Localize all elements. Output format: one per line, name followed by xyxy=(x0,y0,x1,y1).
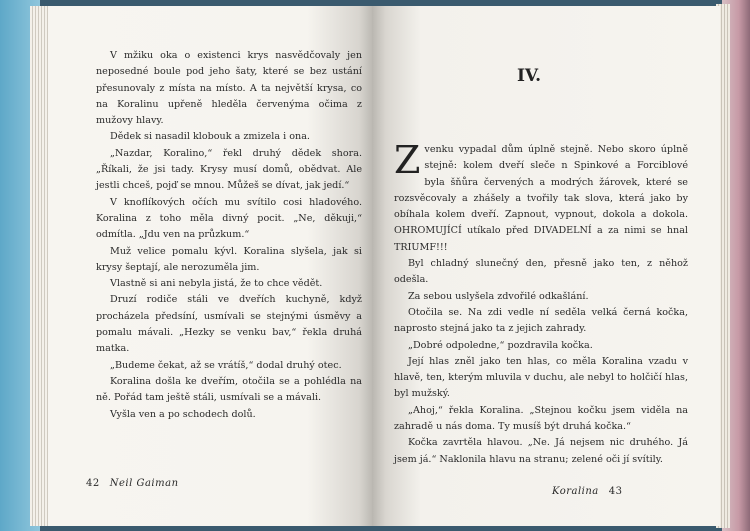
right-page-footer xyxy=(542,486,623,497)
page-number: 42 xyxy=(86,478,100,489)
paragraph: Druzí rodiče stáli ve dveřích kuchyně, když procházela předsíní, usmívali se stejnými úsměvy a pomalu mávali. „Hezky se venku bav,“ řekla druhá matka. xyxy=(96,294,362,355)
right-page xyxy=(372,6,720,526)
paragraph: „Dobré odpoledne,“ pozdravila kočka. xyxy=(408,339,593,351)
paragraph: Muž velice pomalu kývl. Koralina slyšela, jak si krysy šeptají, ale nerozuměla jim. xyxy=(96,245,362,273)
paragraph: Kočka zavrtěla hlavou. „Ne. Já nejsem nic druhého. Já jsem já.“ Naklonila hlavu na stranu; zelené oči jí svítily. xyxy=(394,437,688,465)
left-page xyxy=(48,6,372,526)
right-page-text xyxy=(394,138,688,468)
paragraph: V knoflíkových očích mu svítilo cosi hladového. Koralina z toho měla divný pocit. „Ne, děkuji,“ odmítla. „Jdu ven na průzkum.“ xyxy=(96,196,362,241)
paragraph: Byl chladný slunečný den, přesně jako ten, z něhož odešla. xyxy=(394,258,688,286)
paragraph: Otočila se. Na zdi vedle ní seděla velká černá kočka, naprosto stejná jako ta z jejich zahrady. xyxy=(394,306,688,335)
paragraph: Vyšla ven a po schodech dolů. xyxy=(110,408,256,420)
paragraph: Vlastně si ani nebyla jistá, že to chce vědět. xyxy=(110,278,323,290)
paragraph: Koralina došla ke dveřím, otočila se a pohlédla na ně. Pořád tam ještě stáli, usmívali se a mávali. xyxy=(96,375,362,404)
paragraph: „Ahoj,“ řekla Koralina. „Stejnou kočku jsem viděla na zahradě u nás doma. Ty musíš být druhá kočka.“ xyxy=(394,404,688,433)
first-paragraph xyxy=(394,138,688,256)
left-page-text xyxy=(96,48,362,423)
drop-cap: Z xyxy=(394,138,421,182)
first-paragraph-text: venku vypadal dům úplně stejně. Nebo skoro úplně stejně: kolem dveří sleče n Spinkové a Forciblové byla šňůra červených a modrých žárovek, které se rozsvěcovaly a zhášely a tvořily tak slova, která jako by obíhala kolem dveří. Zapnout, vypnout, dokola a dokola. OHROMUJÍCÍ utíkalo před DIVADELNÍ a za nimi se hnal TRIUMF!!! xyxy=(394,144,688,253)
paragraph: Za sebou uslyšela zdvořilé odkašlání. xyxy=(408,290,589,302)
paragraph: „Nazdar, Koralino,“ řekl druhý dědek shora. „Říkali, že jsi tady. Krysy musí domů, obědvat. Ale jestli chceš, pojď se mnou. Můžeš se dívat, jak jedí.“ xyxy=(96,147,362,192)
running-head-author: Neil Gaiman xyxy=(109,478,179,489)
left-page-footer xyxy=(86,478,179,489)
paragraph: „Budeme čekat, až se vrátíš,“ dodal druhý otec. xyxy=(110,359,342,371)
paragraph: Dědek si nasadil klobouk a zmizela i ona. xyxy=(110,131,310,143)
chapter-heading: IV. xyxy=(516,66,542,86)
page-number: 43 xyxy=(608,486,623,497)
running-head-title: Koralina xyxy=(552,486,599,497)
paragraph: V mžiku oka o existenci krys nasvědčovaly jen neposedné boule pod jeho šaty, které se bez ustání přesunovaly z místa na místo. A ta největší krysa, co na Koralinu upřeně hleděla červenýma očima z mužovy hlavy. xyxy=(96,50,362,127)
paragraph: Její hlas zněl jako ten hlas, co měla Koralina vzadu v hlavě, ten, kterým mluvila v duchu, ale nebyl to holčičí hlas, byl mužský. xyxy=(394,355,688,400)
